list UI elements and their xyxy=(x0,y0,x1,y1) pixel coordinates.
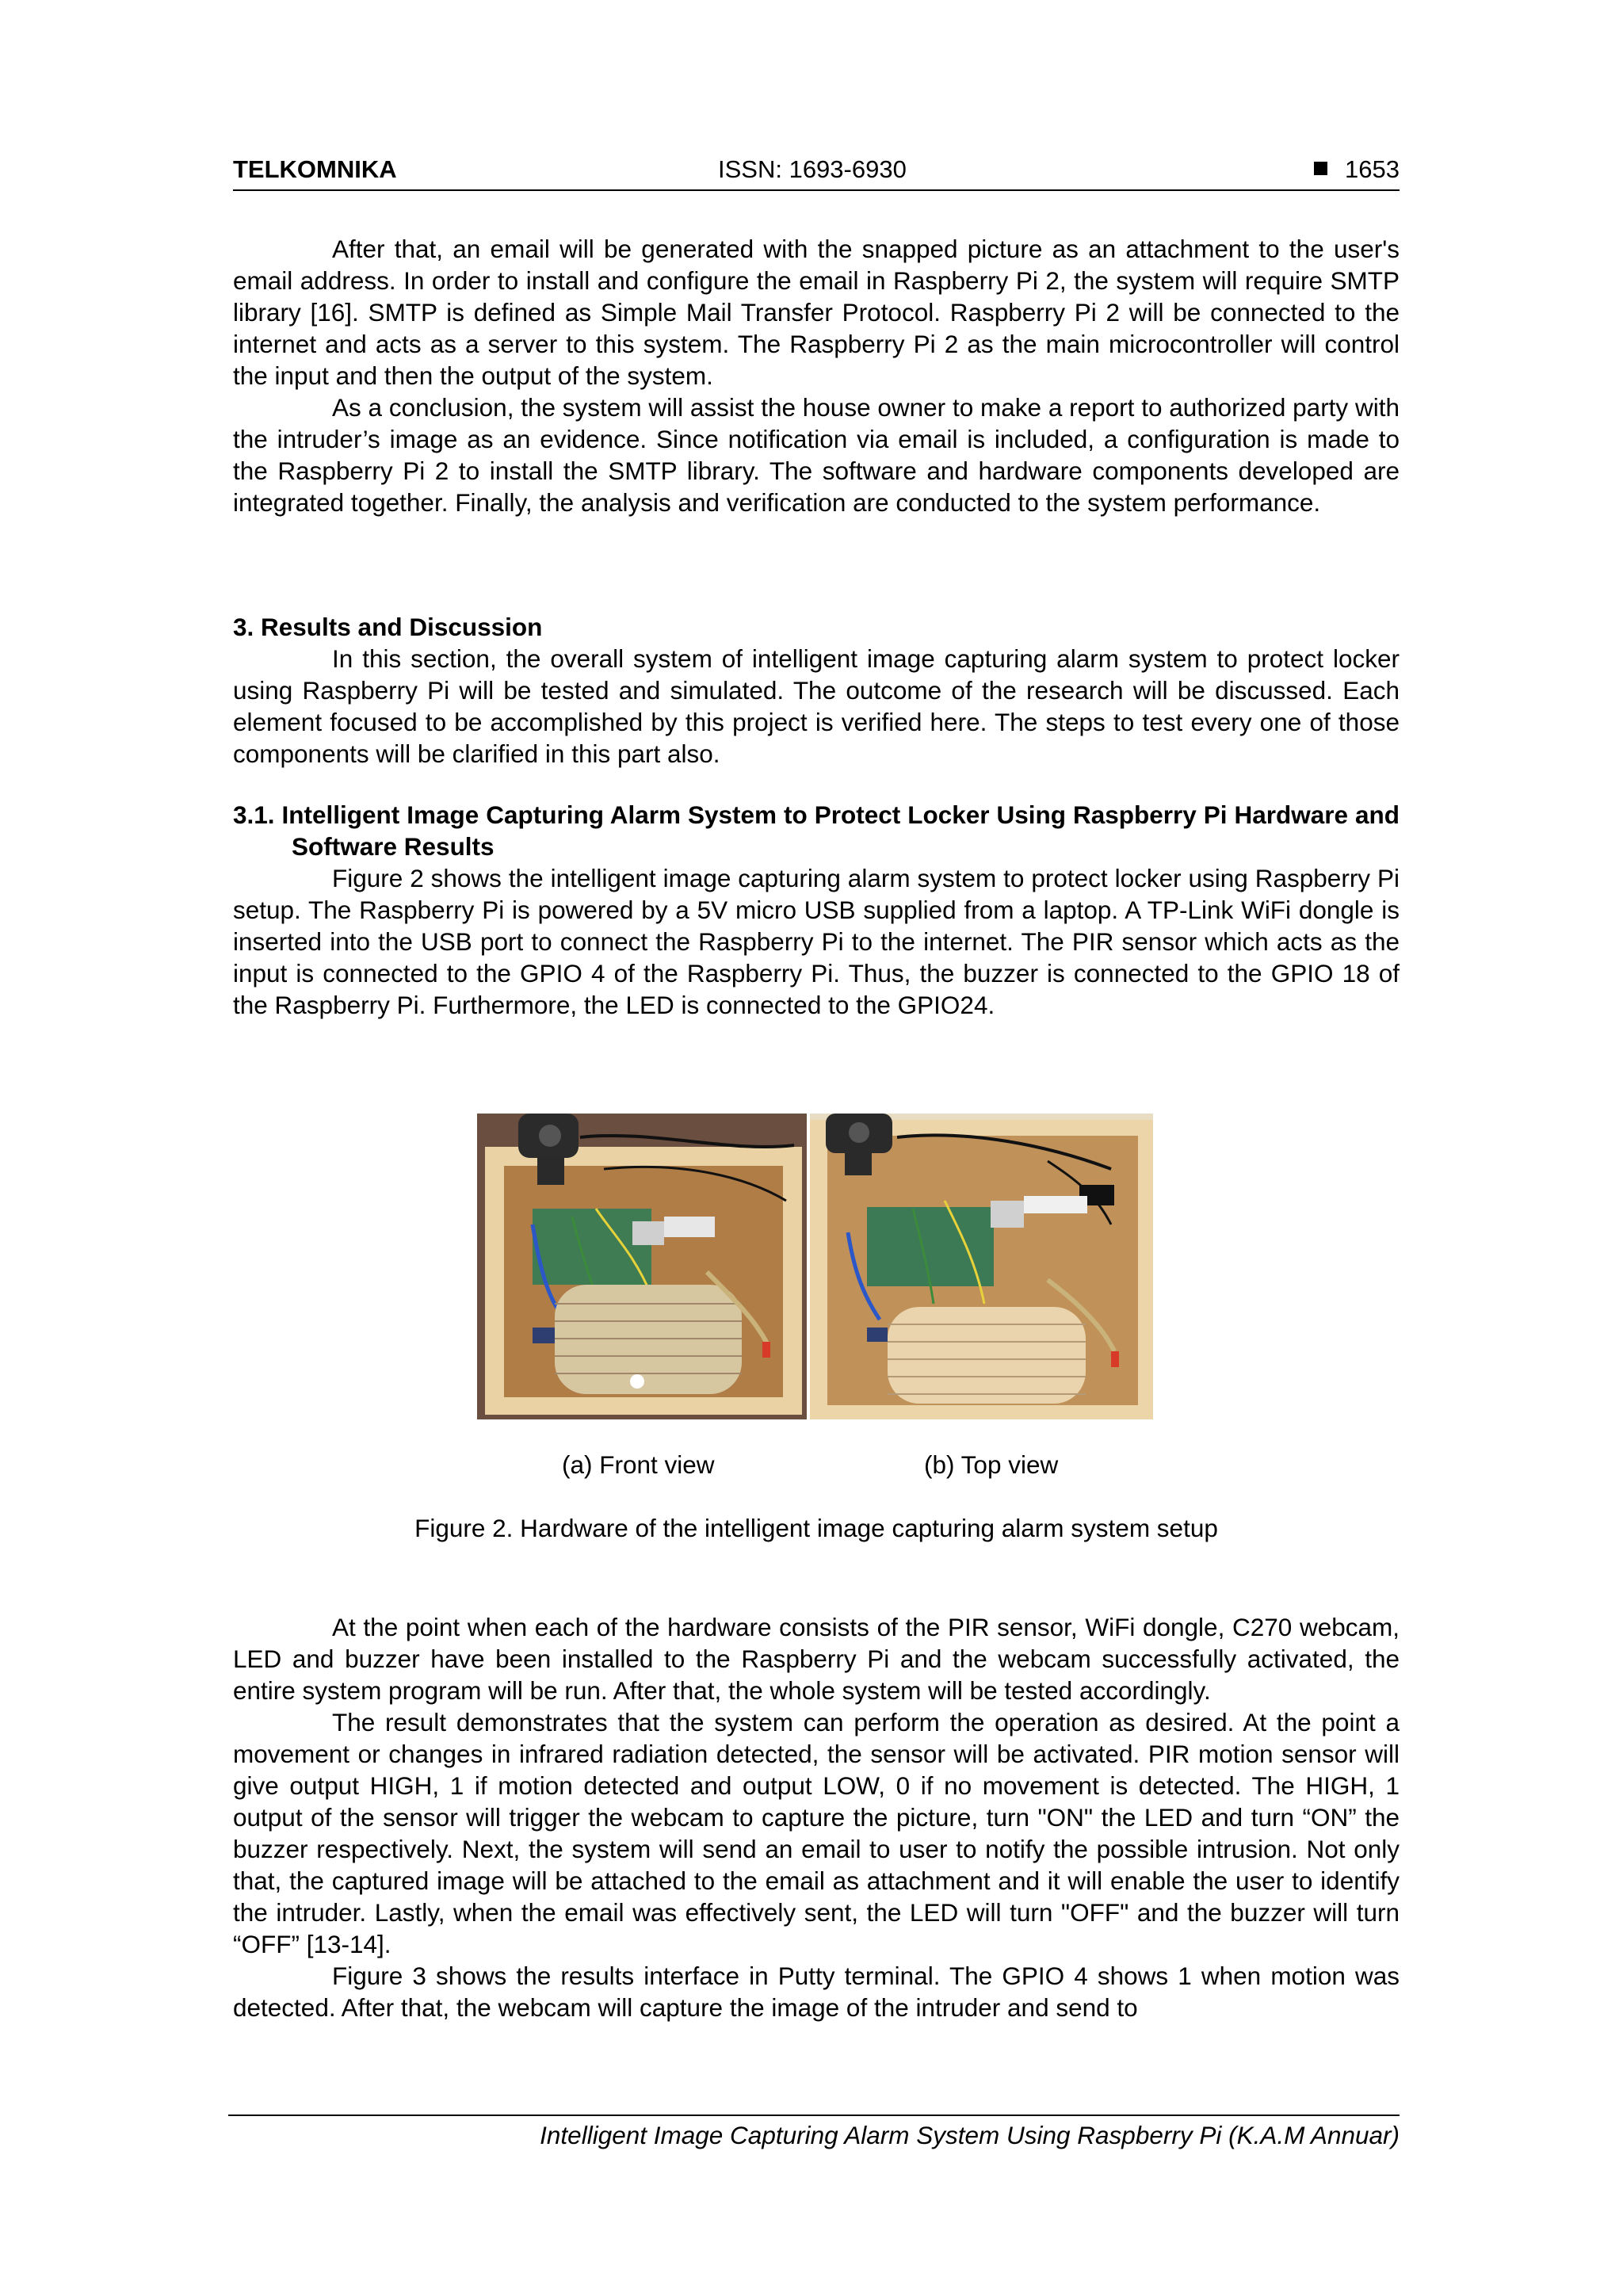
section-3 xyxy=(233,611,1400,770)
subsection-heading: 3.1. Intelligent Image Capturing Alarm System to Protect Locker Using Raspberry Pi Hardware and Software Results xyxy=(233,800,1400,861)
paragraph: The result demonstrates that the system can perform the operation as desired. At the point a movement or changes in infrared radiation detected, the sensor will be activated. PIR motion sensor will give output HIGH, 1 if motion detected and output LOW, 0 if no movement is detected. The HIGH, 1 output of the sensor will trigger the webcam to capture the picture, turn "ON" the LED and turn “ON” the buzzer respectively. Next, the system will send an email to user to notify the possible intrusion. Not only that, the captured image will be attached to the email as attachment and it will enable the user to identify the intruder. Lastly, when the email was effectively sent, the LED will turn "OFF" and the buzzer will turn “OFF” [13-14]. xyxy=(233,1708,1400,1958)
section-heading: 3. Results and Discussion xyxy=(233,613,543,641)
paragraph: Figure 2 shows the intelligent image capturing alarm system to protect locker using Raspberry Pi setup. The Raspberry Pi is powered by a 5V micro USB supplied from a laptop. A TP-Link WiFi dongle is inserted into the USB port to connect the Raspberry Pi to the internet. The PIR sensor which acts as the input is connected to the GPIO 4 of the Raspberry Pi. Thus, the buzzer is connected to the GPIO 18 of the Raspberry Pi. Furthermore, the LED is connected to the GPIO24. xyxy=(233,864,1400,1019)
running-header xyxy=(233,155,1400,190)
section-3-1 xyxy=(233,799,1400,1021)
issn: ISSN: 1693-6930 xyxy=(718,155,907,183)
square-bullet-icon xyxy=(1314,162,1327,175)
page-number-block xyxy=(1314,155,1400,184)
header-rule xyxy=(233,189,1400,191)
page-number: 1653 xyxy=(1345,155,1400,183)
subfigure-caption-b: (b) Top view xyxy=(924,1450,1059,1479)
paragraph: In this section, the overall system of intelligent image capturing alarm system to protect locker using Raspberry Pi will be tested and simulated. The outcome of the research will be discussed. Each element focused to be accomplished by this project is verified here. The steps to test every one of those components will be clarified in this part also. xyxy=(233,644,1400,768)
paragraph: Figure 3 shows the results interface in Putty terminal. The GPIO 4 shows 1 when motion was detected. After that, the webcam will capture the image of the intruder and send to xyxy=(233,1962,1400,2022)
running-footer: Intelligent Image Capturing Alarm System Using Raspberry Pi (K.A.M Annuar) xyxy=(540,2121,1400,2149)
paragraph: At the point when each of the hardware consists of the PIR sensor, WiFi dongle, C270 webcam, LED and buzzer have been installed to the Raspberry Pi and the webcam successfully activated, the entire system program will be run. After that, the whole system will be tested accordingly. xyxy=(233,1613,1400,1705)
figure-2b-top-view-photo xyxy=(810,1114,1153,1419)
subfigure-caption-a: (a) Front view xyxy=(562,1450,715,1479)
paragraph: After that, an email will be generated with the snapped picture as an attachment to the user's email address. In order to install and configure the email in Raspberry Pi 2, the system will require SMTP library [16]. SMTP is defined as Simple Mail Transfer Protocol. Raspberry Pi 2 will be connected to the internet and acts as a server to this system. The Raspberry Pi 2 as the main microcontroller will control the input and then the output of the system. xyxy=(233,235,1400,390)
figure-2a-front-view-photo xyxy=(477,1114,807,1419)
intro-text xyxy=(233,233,1400,518)
journal-name: TELKOMNIKA xyxy=(233,155,397,183)
figure-caption: Figure 2. Hardware of the intelligent image capturing alarm system setup xyxy=(414,1514,1218,1542)
footer-rule xyxy=(228,2115,1400,2116)
paragraph: As a conclusion, the system will assist the house owner to make a report to authorized party with the intruder’s image as an evidence. Since notification via email is included, a configuration is made to the Raspberry Pi 2 to install the SMTP library. The software and hardware components developed are integrated together. Finally, the analysis and verification are conducted to the system performance. xyxy=(233,393,1400,517)
results-text xyxy=(233,1611,1400,2023)
